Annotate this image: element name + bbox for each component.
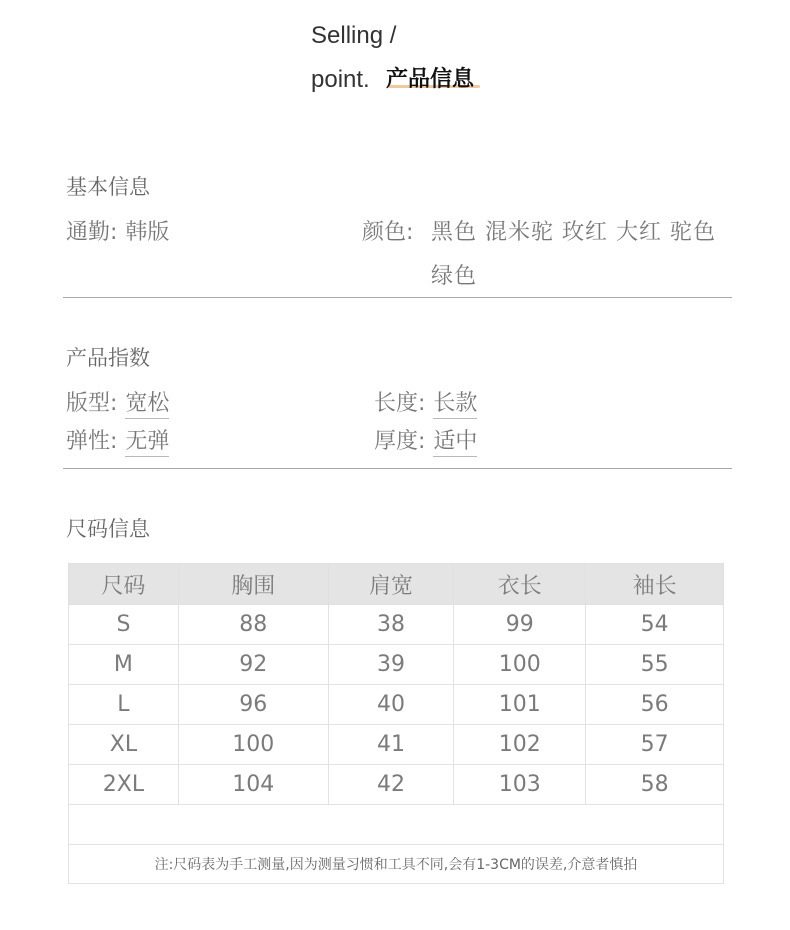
- thickness-row: [374, 424, 477, 455]
- table-cell: M: [69, 645, 179, 685]
- table-cell: 103: [454, 765, 586, 805]
- table-cell: 92: [178, 645, 328, 685]
- table-cell: 88: [178, 605, 328, 645]
- commute-row: [66, 215, 169, 246]
- elastic-row: [66, 424, 169, 455]
- table-row: [69, 605, 724, 645]
- length-label: 长度:: [374, 391, 426, 416]
- table-row: [69, 685, 724, 725]
- column-header: 衣长: [454, 564, 586, 605]
- elastic-value: 无弹: [125, 429, 169, 457]
- length-row: [374, 386, 477, 417]
- table-cell: 2XL: [69, 765, 179, 805]
- table-cell: 54: [586, 605, 724, 645]
- table-cell: XL: [69, 725, 179, 765]
- column-header: 尺码: [69, 564, 179, 605]
- table-header-row: [69, 564, 724, 605]
- column-header: 肩宽: [328, 564, 454, 605]
- color-label: 颜色:: [362, 220, 414, 245]
- column-header: 胸围: [178, 564, 328, 605]
- table-cell: L: [69, 685, 179, 725]
- table-note-row: [69, 845, 724, 884]
- commute-label: 通勤:: [66, 220, 118, 245]
- table-cell: 40: [328, 685, 454, 725]
- divider: [63, 468, 732, 469]
- thickness-value: 适中: [433, 429, 477, 457]
- table-empty-cell: [69, 805, 724, 845]
- table-cell: 104: [178, 765, 328, 805]
- color-values-line1: 黑色 混米驼 玫红 大红 驼色: [431, 220, 716, 245]
- section-title-basic-info: 基本信息: [66, 175, 150, 199]
- thickness-label: 厚度:: [374, 429, 426, 454]
- table-cell: 100: [178, 725, 328, 765]
- length-value: 长款: [433, 391, 477, 419]
- section-title-product-index: 产品指数: [66, 346, 150, 370]
- table-empty-row: [69, 805, 724, 845]
- section-title-size-info: 尺码信息: [66, 517, 150, 541]
- table-cell: 96: [178, 685, 328, 725]
- size-table: [68, 563, 724, 884]
- table-row: [69, 645, 724, 685]
- table-cell: 100: [454, 645, 586, 685]
- color-values-line2: 绿色: [431, 264, 478, 289]
- divider: [63, 297, 732, 298]
- table-cell: 55: [586, 645, 724, 685]
- table-row: [69, 725, 724, 765]
- table-cell: 38: [328, 605, 454, 645]
- table-cell: 56: [586, 685, 724, 725]
- table-cell: 58: [586, 765, 724, 805]
- table-cell: 39: [328, 645, 454, 685]
- table-cell: 57: [586, 725, 724, 765]
- table-row: [69, 765, 724, 805]
- table-cell: 42: [328, 765, 454, 805]
- commute-value: 韩版: [125, 220, 170, 245]
- table-cell: S: [69, 605, 179, 645]
- column-header: 袖长: [586, 564, 724, 605]
- size-note: 注:尺码表为手工测量,因为测量习惯和工具不同,会有1-3CM的误差,介意者慎拍: [69, 845, 724, 884]
- table-cell: 101: [454, 685, 586, 725]
- elastic-label: 弹性:: [66, 429, 118, 454]
- fit-row: [66, 386, 169, 417]
- fit-label: 版型:: [66, 391, 118, 416]
- table-cell: 99: [454, 605, 586, 645]
- fit-value: 宽松: [125, 391, 169, 419]
- table-cell: 102: [454, 725, 586, 765]
- page-title: 产品信息: [386, 67, 475, 92]
- table-cell: 41: [328, 725, 454, 765]
- header-point: point.: [311, 66, 370, 93]
- header-selling: Selling /: [311, 22, 397, 49]
